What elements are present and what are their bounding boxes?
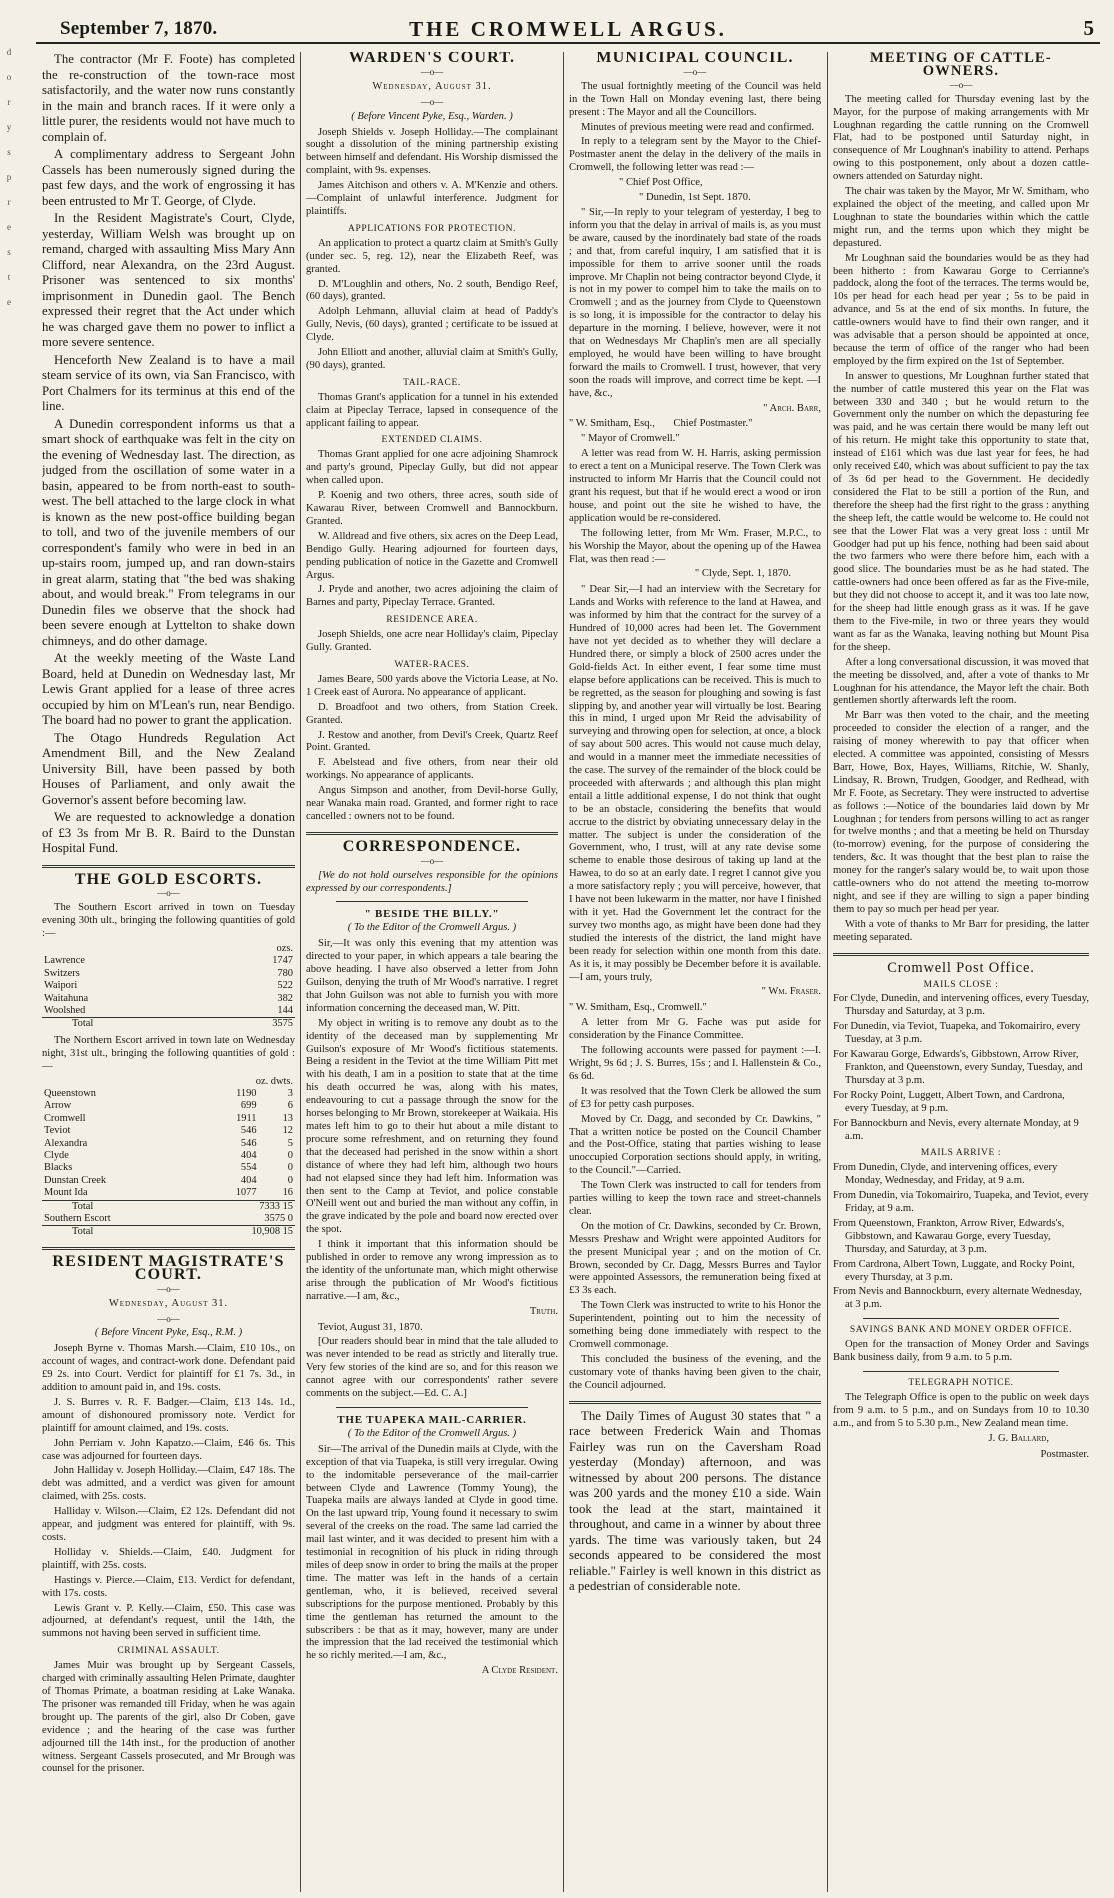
- court-case: J. S. Burres v. R. F. Badger.—Claim, £13 14s. 1d., amount of dishonoured promissory note. Verdict for plaintiff for amount claimed, and 19s. costs.: [42, 1396, 295, 1434]
- report-paragraph: It was resolved that the Town Clerk be allowed the sum of £3 for petty cash purposes.: [569, 1085, 821, 1110]
- letter-title: " BESIDE THE BILLY.": [364, 908, 500, 921]
- subheading: EXTENDED CLAIMS.: [381, 435, 483, 446]
- table-row: Blacks 554 0: [44, 1162, 293, 1174]
- court-case: Joseph Byrne v. Thomas Marsh.—Claim, £10 10s., on account of wages, and contract-work done. Defendant paid £9 2s. into Court. Verdict for plaintiff for £1 7s. 3d., in addition to amount paid in, and 19s. costs.: [42, 1343, 295, 1394]
- mails-close-list: [833, 993, 1089, 1143]
- section-divider: [306, 832, 558, 835]
- letter-paragraph: I think it important that this information should be published in order to remove any wrong impression as to the identity of the unfortunate man, which might otherwise arise through the publication of Mr Wood's fictitious narrative.—I am, &c.,: [306, 1239, 558, 1302]
- letter-signature: Truth.: [529, 1305, 558, 1317]
- wardens-court-presiding: ( Before Vincent Pyke, Esq., Warden. ): [351, 110, 513, 122]
- report-paragraph: The following accounts were passed for payment :—I. Wright, 9s 6d ; J. S. Burres, 15s ; and I. Hallenstein & Co., 6s 6d.: [569, 1045, 821, 1082]
- list-item: From Dunedin, via Tokomairiro, Tuapeka, and Teviot, every Friday, at 9 a.m.: [833, 1190, 1089, 1215]
- southern-escort-intro: The Southern Escort arrived in town on Tuesday evening 30th ult., bringing the following quantities of gold :—: [42, 902, 295, 940]
- table-row: Switzers 780: [44, 967, 293, 979]
- divider: [863, 1371, 1059, 1372]
- table-row: Mount Ida 1077 16: [44, 1187, 293, 1199]
- report-paragraph: This concluded the business of the evening, and the customary vote of thanks having been given to the chair, the Council adjourned.: [569, 1353, 821, 1391]
- section-divider: [569, 1401, 821, 1404]
- court-case: James Muir was brought up by Sergeant Cassels, charged with criminally assaulting Helen Primate, daughter of Thomas Primate, a boatman residing at Lake Wanaka. The prisoner was remanded till Friday, when he was again brought up. The parents of the girl, also Dr Coben, gave evidence ; and the hearing of the case was further adjourned till the 14th inst., for the production of another witness. Sergeant Cassels prosecuted, and Mr Brough was counsel for the prisoner.: [42, 1660, 295, 1775]
- northern-escort-intro: The Northern Escort arrived in town late on Wednesday night, 31st ult., bringing the following quantities of gold :—: [42, 1034, 295, 1072]
- report-paragraph: A letter was read from W. H. Harris, asking permission to erect a tent on a Municipal reserve. The Town Clerk was instructed to inform Mr Harris that the Council could not grant his request, but that if he would erect a wood or iron house, and point out the site he wished to have, the application would be re-considered.: [569, 448, 821, 524]
- southern-escort-table: [42, 943, 295, 1031]
- table-grand-total-row: Total 10,908 15: [42, 1226, 295, 1239]
- court-case: An application to protect a quartz claim at Smith's Gully (under sec. 5, reg. 12), near the Elizabeth Reef, was granted.: [306, 237, 558, 275]
- table-row: Waitahuna 382: [44, 992, 293, 1004]
- news-paragraph-race: The Daily Times of August 30 states that " a race between Frederick Wain and Thomas Fairley was run on the Caversham Road yesterday (Monday) afternoon, and was witnessed by about 200 persons. The distance was 200 yards and the money £10 a side. Wain took the lead at the start, maintained it throughout, and came in a winner by about three yards. The time was variously taken, but 24 seconds appeared to be considered the most reliable." Fairley is well known in this district as a pedestrian of considerable note.: [569, 1408, 821, 1594]
- report-paragraph: In reply to a telegram sent by the Mayor to the Chief-Postmaster anent the delay in the delivery of the mails in Cromwell, the following letter was read :—: [569, 136, 821, 174]
- table-row: Woolshed 144: [44, 1005, 293, 1017]
- divider: [336, 901, 528, 902]
- rm-court-date: Wednesday, August 31.: [108, 1297, 229, 1309]
- court-case: Adolph Lehmann, alluvial claim at head of Paddy's Gully, Nevis, (60 days), granted ; certificate to be issued at Clyde.: [306, 306, 558, 344]
- report-paragraph: The chair was taken by the Mayor, Mr W. Smitham, who explained the object of the meeting, and called upon Mr Loughnan to state the boundaries within which the cattle might run, and the terms upon which they might be depastured.: [833, 186, 1089, 249]
- municipal-council-heading: MUNICIPAL COUNCIL.: [596, 52, 794, 66]
- letter-addressee: " W. Smitham, Esq., Cromwell.": [569, 1002, 707, 1014]
- mails-arrive-list: [833, 1162, 1089, 1312]
- ornament: —o—: [420, 66, 444, 77]
- report-paragraph: With a vote of thanks to Mr Barr for presiding, the latter meeting separated.: [833, 918, 1089, 943]
- court-case: Thomas Grant applied for one acre adjoining Shamrock and party's ground, Pipeclay Gully, but did not appear when called upon.: [306, 449, 558, 487]
- subheading: TELEGRAPH NOTICE.: [908, 1378, 1014, 1388]
- column-rule: [827, 52, 828, 1892]
- letter-heading: " Clyde, Sept. 1, 1870.: [694, 568, 791, 580]
- list-item: From Queenstown, Frankton, Arrow River, Edwards's, Gibbstown, and Kawarau Gorge, every Tuesday, Thursday, and Saturday, at 3 p.m.: [833, 1217, 1065, 1255]
- notice-paragraph: The Telegraph Office is open to the public on week days from 9 a.m. to 5 p.m., and on Sundays from 10 to 10.30 a.m., and from 5 to 5.30 p.m., New Zealand mean time.: [833, 1391, 1089, 1429]
- letter-heading: " Dunedin, 1st Sept. 1870.: [639, 192, 751, 204]
- letter-body: " Dear Sir,—I had an interview with the Secretary for Lands and Works with reference to the land at Hawea, and was informed by him that the contract for the survey of a Hundred of 10,000 acres had been let. The Government have not yet decided as to whether they will declare a Hundred there, or simply a block of 2500 acres under the Gold-fields Act. In either event, I fear some time must elapse before applications can be received. This is much to be regretted, as the season for ploughing and sowing is fast slipping by, and another year will virtually be lost. Bearing this in mind, I urged upon Mr Reid the advisability of surveying and throwing open for selection, at once, a block of say about 500 acres. This would not cause much delay, and would in a manner meet the immediate necessities of the case. The survey of the remainder of the block could be proceeded with afterwards ; and although this plan might entail a little additional expense, I do not think that ought to be an obstacle, considering the benefits that would accrue to the district by obviating unnecessary delay in the matter. The subject is under the consideration of the Government, who, I trust, will at any rate devise some scheme to enable those desirous of taking up land at the Hawea, to do so at an early date. I regret I cannot give you a more satisfactory reply ; you will perceive, however, that I have not been lukewarm in the matter, nor have I finished with it yet. Had the Government let the contract for the survey two months ago, as might have been done had they studied the interests of the district, the land might have been ready for selection within one month from this date. As it is, it may possibly be December before it is available.—I am, yours truly,: [569, 584, 821, 983]
- news-paragraph: The contractor (Mr F. Foote) has completed the re-construction of the town-race most satisfactorily, and the water now runs constantly in the main and branch races. If it were only a little purer, the residents would not have much to complain of.: [42, 52, 295, 144]
- report-paragraph: The following letter, from Mr Wm. Fraser, M.P.C., to his Worship the Mayor, about the opening up of the Hawea Flat, was then read :—: [569, 527, 821, 565]
- wardens-court-heading: WARDEN'S COURT.: [348, 52, 516, 66]
- subheading: TAIL-RACE.: [403, 377, 461, 388]
- criminal-assault-heading: CRIMINAL ASSAULT.: [117, 1646, 220, 1657]
- letter-address: ( To the Editor of the Cromwell Argus. ): [347, 922, 517, 934]
- letter-address: ( To the Editor of the Cromwell Argus. ): [347, 1427, 517, 1439]
- court-case: Angus Simpson and another, from Devil-horse Gully, near Wanaka main road. Granted, and former right to race cancelled : owners not to be found.: [306, 785, 558, 822]
- court-case: Joseph Shields v. Joseph Holliday.—The complainant sought a dissolution of the mining partnership existing between himself and defendant. His Worship dismissed the complaint, with 9s. expenses.: [306, 126, 558, 177]
- subheading: WATER-RACES.: [394, 659, 470, 670]
- report-paragraph: In answer to questions, Mr Loughnan further stated that the number of cattle mustered this year on the Flat was between 330 and 340 ; but he would return to the Government only the number on which the depasturing fee was paid, and he was certain there would be many left out of his return. He might take this opportunity to state that, instead of £161 which was due last year for fees, he had only received £40, which was about sufficient to pay the tax of 3s 6d per head to the Government. He decidedly considered the Flat to be still a portion of the Run, and therefore the sheep had the first right to the grass : anything the sheep left, the cattle would be welcome to. He could not see that the Lower Flat was a very great loss : until Mr Goodger had put up his fence, nothing had been said about the two farmers who were there before him, each with a good slice. The boundaries must be as he had stated. The cattle-owners had once been offered as far as the Five-mile, but they did not choose to accept it, and it was too late now, for the sheep had little enough grass as it was. If he gave them to the Five-mile, in two or three years they would want as far as the Wanaka, leaving nothing but Mount Pisa for the sheep.: [833, 370, 1089, 653]
- letter-title: THE TUAPEKA MAIL-CARRIER.: [337, 1414, 527, 1426]
- court-case: Hastings v. Pierce.—Claim, £13. Verdict for defendant, with 17s. costs.: [42, 1574, 295, 1599]
- letter-signature: " Arch. Barr,: [763, 402, 821, 414]
- unit-label: ozs.: [276, 943, 293, 955]
- list-item: For Kawarau Gorge, Edwards's, Gibbstown, Arrow River, Frankton, and Queenstown, every Sunday, Tuesday, and Thursday at 3 p.m.: [833, 1049, 1083, 1086]
- postmaster-title: Postmaster.: [1040, 1448, 1089, 1460]
- list-item: From Dunedin, Clyde, and intervening offices, every Monday, Wednesday, and Friday, at 9 a.m.: [833, 1162, 1058, 1187]
- section-divider: [833, 953, 1089, 956]
- letter-paragraph: Sir—The arrival of the Dunedin mails at Clyde, with the exception of that via Tuapeka, is still very irregular. Owing to the indomitable perseverance of the mail-carrier between Clyde and Lawrence (Tommy Young), the Tuapeka mails are always landed at Clyde in good time. On the last upward trip, Young found it necessary to swim several of the creeks on the road. The same lad carried the mail last winter, and it was decided to present him with a testimonial in recognition of his pluck in riding through miles of deep snow in order to bring the mails at the proper time. The matter was left in the hands of a certain gentleman, who, it is believed, received several subscriptions for the purpose mentioned. Probably by this time the gentleman has returned the amount to the subscribers : be that as it may, however, many are under the impression that the lad received the testimonial which he so richly merited.—I am, &c.,: [306, 1443, 558, 1662]
- report-paragraph: The Town Clerk was instructed to write to his Honor the Superintendent, pointing out to him the necessity of something being done immediately with respect to the Cromwell commonage.: [569, 1300, 821, 1350]
- column-1: [42, 52, 295, 1892]
- court-case: J. Restow and another, from Devil's Creek, Quartz Reef Point. Granted.: [306, 729, 558, 754]
- column-rule: [300, 52, 301, 1892]
- table-row: Dunstan Creek 404 0: [44, 1174, 293, 1186]
- subheading: MAILS ARRIVE :: [920, 1148, 1002, 1159]
- report-paragraph: The meeting called for Thursday evening last by the Mayor, for the purpose of making arrangements with Mr Loughnan regarding the cattle running on the Cromwell Flat, had to be postponed until Saturday night, in consequence of Mr Loughnan's inability to attend. Perhaps owing to this postponement, only about a dozen cattle-owners attended on Saturday night.: [833, 93, 1089, 183]
- report-paragraph: On the motion of Cr. Dawkins, seconded by Cr. Brown, Messrs Preshaw and Wright were appointed Auditors for the present Municipal year ; and on the motion of Cr. Brown, seconded by Cr. Dagg, Messrs Burres and Taylor were appointed Assessors, the remuneration being fixed at £3 3s each.: [569, 1220, 821, 1297]
- letter-place: Teviot, August 31, 1870.: [318, 1321, 423, 1333]
- adjacent-page-edge: d o r y s p r e s t e: [6, 47, 12, 307]
- table-row: Cromwell 1911 13: [44, 1112, 293, 1124]
- list-item: For Bannockburn and Nevis, every alternate Monday, at 9 a.m.: [833, 1117, 1079, 1142]
- court-case: W. Alldread and five others, six acres on the Deep Lead, Bendigo Gully. Hearing adjourned for fourteen days, pending publication of notice in the Gazette and Cromwell Argus.: [306, 530, 558, 581]
- correspondence-heading: CORRESPONDENCE.: [342, 837, 522, 855]
- ornament: —o—: [157, 888, 180, 899]
- report-paragraph: Moved by Cr. Dagg, and seconded by Cr. Dawkins, " That a written notice be posted on the Council Chamber and the Post-Office, stating that parties wishing to lease unoccupied Corporation sections should apply, in writing, to the Council."—Carried.: [569, 1113, 821, 1177]
- subheading: MAILS CLOSE :: [923, 979, 999, 990]
- report-paragraph: Mr Barr was then voted to the chair, and the meeting proceeded to consider the election of a ranger, and the raising of money wherewith to pay that officer when elected. A committee was appointed, consisting of Messrs Barr, Howe, Box, Hayes, Williams, Ritchie, W. Shanly, Lindsay, R. Brown, Trudgen, Goodger, and Redhead, with Mr F. Foote, as Secretary. They were instructed to advertise as follows :—Notice of the boundaries laid down by Mr Loughnan ; for tenders from persons willing to act as ranger for twelve months ; and that a meeting be held on Thursday (to-morrow) evening, for the purpose of considering the tenders, &c. It was thought that the best plan to raise the money for the ranger's salary would be, to wait upon those cattle-owners who do not attend the meeting to-morrow night, and see if they are willing to sign a paper binding them to pay so much per head per year.: [833, 710, 1089, 915]
- table-row: Lawrence 1747: [44, 955, 293, 967]
- letter-addressee: " W. Smitham, Esq., Chief Postmaster.": [569, 418, 753, 430]
- report-paragraph: Minutes of previous meeting were read and confirmed.: [581, 121, 814, 133]
- table-row: Waipori 522: [44, 980, 293, 992]
- court-case: Halliday v. Wilson.—Claim, £2 12s. Defendant did not appear, and judgment was entered for plaintiff, with 9s. costs.: [42, 1506, 295, 1543]
- report-paragraph: The usual fortnightly meeting of the Council was held in the Town Hall on Monday evening last, there being present : The Mayor and all the Councillors.: [569, 80, 821, 118]
- list-item: For Rocky Point, Luggett, Albert Town, and Cardrona, every Tuesday, at 9 p.m.: [833, 1089, 1065, 1114]
- court-case: J. Pryde and another, two acres adjoining the claim of Barnes and party, Pipeclay Terrace. Granted.: [306, 584, 558, 609]
- gold-escorts-heading: THE GOLD ESCORTS.: [74, 870, 263, 888]
- column-2: [306, 52, 558, 1892]
- news-paragraph: The Otago Hundreds Regulation Act Amendment Bill, and the New Zealand University Bill, have been passed by both Houses of Parliament, and only await the Governor's assent before becoming law.: [42, 730, 295, 807]
- court-case: D. Broadfoot and two others, from Station Creek. Granted.: [306, 701, 558, 726]
- table-row: Alexandra 546 5: [44, 1137, 293, 1149]
- court-case: Joseph Shields, one acre near Holliday's claim, Pipeclay Gully. Granted.: [306, 629, 558, 654]
- table-total-row: Total 3575: [42, 1018, 295, 1031]
- column-3: [569, 52, 821, 1892]
- letter-paragraph: Sir,—It was only this evening that my attention was directed to your paper, in which appears a tale bearing the above heading. I have also observed a letter from John Guilson, denying the truth of Mr Wood's narrative. I regret that John Guilson was not able to furnish you with more information concerning the deceased man, W. Pitt.: [306, 938, 558, 1014]
- section-divider: [42, 865, 295, 868]
- divider: [863, 1318, 1059, 1319]
- court-case: James Aitchison and others v. A. M'Kenzie and others.—Complaint of unlawful interference. Judgment for plaintiffs.: [306, 180, 558, 217]
- wardens-court-date: Wednesday, August 31.: [372, 80, 492, 92]
- court-case: John Perriam v. John Kapatzo.—Claim, £46 6s. This case was adjourned for fourteen days.: [42, 1437, 295, 1462]
- northern-escort-table: [42, 1076, 295, 1239]
- table-row: Arrow 699 6: [44, 1100, 293, 1112]
- letter-signature: A Clyde Resident.: [481, 1665, 558, 1677]
- editorial-note: [We do not hold ourselves responsible for the opinions expressed by our correspondents.]: [306, 869, 558, 894]
- table-total-row: Total 7333 15: [42, 1200, 295, 1213]
- table-row: Southern Escort 3575 0: [44, 1213, 293, 1225]
- subheading: SAVINGS BANK AND MONEY ORDER OFFICE.: [849, 1325, 1073, 1336]
- report-paragraph: A letter from Mr G. Fache was put aside for consideration by the Finance Committee.: [569, 1017, 821, 1042]
- unit-label: oz. dwts.: [255, 1075, 293, 1087]
- issue-date: September 7, 1870.: [60, 18, 218, 39]
- ornament: —o—: [683, 66, 707, 77]
- court-case: James Beare, 500 yards above the Victoria Lease, at No. 1 Creek east of Aurora. No appearance of applicant.: [306, 673, 558, 698]
- court-case: D. M'Loughlin and others, No. 2 south, Bendigo Reef, (60 days), granted.: [306, 278, 558, 303]
- newspaper-title: THE CROMWELL ARGUS.: [409, 17, 727, 41]
- rm-court-presiding: ( Before Vincent Pyke, Esq., R.M. ): [94, 1327, 243, 1339]
- ornament: —o—: [157, 1283, 180, 1294]
- court-case: John Halliday v. Joseph Holliday.—Claim, £47 18s. The debt was admitted, and a verdict was given for amount claimed, with 25s. costs.: [42, 1465, 295, 1503]
- list-item: For Clyde, Dunedin, and intervening offices, every Tuesday, Thursday and Saturday, at 3 p.m.: [833, 993, 1089, 1018]
- column-rule: [563, 52, 564, 1892]
- page-number: 5: [1083, 16, 1094, 40]
- column-4: [833, 52, 1089, 1892]
- letter-paragraph: My object in writing is to remove any doubt as to the identity of the deceased man by supplementing Mr Guilson's exposure of Mr Wood's fictitious statements. Being a resident in the Teviot at the time William Pitt met with his death, I am in a position to state that at the time his death occurred he was, along with his mates, endeavouring to cut a passage through the snow for the horses belonging to Mr Brown, storekeeper at Waikaia. His mates left him to go to their hut about a mile distant to procure some refreshment, and on returning they found that the deceased had perished in the snow within a short distance of where they had left him, although two hours had not elapsed since they had left him. Information was then sent to the Camp at Teviot, and police constable O'Neill went out and buried the man without any coffin, in the grave indicated by the pole and board now erected over the spot.: [306, 1017, 558, 1236]
- notice-paragraph: Open for the transaction of Money Order and Savings Bank business daily, from 9 a.m. to 5 p.m.: [833, 1339, 1089, 1364]
- report-paragraph: After a long conversational discussion, it was moved that the meeting be dissolved, and, after a vote of thanks to Mr Loughnan for his attendance, the Mayor left the chair. Both gentlemen shortly afterwards left the room.: [833, 656, 1089, 707]
- editor-reply: [Our readers should bear in mind that the tale alluded to was never intended to be read as strictly and literally true. Very few stories of the kind are so, and for this reason we cannot agree with our correspondents' rather severe comments on the subject.—Ed. C. A.]: [306, 1336, 558, 1400]
- subheading: RESIDENCE AREA.: [386, 615, 478, 626]
- news-paragraph: In the Resident Magistrate's Court, Clyde, yesterday, William Welsh was brought up on remand, charged with assaulting Miss Mary Ann Clifford, near Alexandra, on the 23rd August. Prisoner was sentenced to six months' imprisonment in Dunedin gaol. The Bench expressed their regret that the Act under which he was charged gave them no power to inflict a more severe sentence.: [42, 211, 295, 349]
- subheading: APPLICATIONS FOR PROTECTION.: [347, 223, 517, 234]
- letter-body: " Sir,—In reply to your telegram of yesterday, I beg to inform you that the delay in arrival of mails is, as you must be aware, caused by the inordinately bad state of the roads ; and that, from careful inquiry, I am satisfied that it is impossible for them to arrive sooner until the roads improve. Mr Chaplin not being contractor beyond Clyde, it is not in my power to compel him to take the mails on to Cromwell ; and as the journey from Clyde to Queenstown is so long, it is impossible for the contractor to delay his departure in the morning. I believe, however, were it not that on Wednesdays Mr Chaplin's men are all specially employed, he would have been willing to have brought forward the mails to Cromwell. I trust, however, that very soon the roads will improve, and correct time be kept. —I have, &c.,: [569, 206, 821, 399]
- news-paragraph: We are requested to acknowledge a donation of £3 3s from Mr B. R. Baird to the Dunstan Hospital Fund.: [42, 810, 295, 855]
- list-item: From Nevis and Bannockburn, every alternate Wednesday, at 3 p.m.: [833, 1286, 1082, 1311]
- letter-addressee: " Mayor of Cromwell.": [581, 433, 680, 445]
- postmaster-signature: J. G. Ballard,: [988, 1432, 1049, 1444]
- court-case: P. Koenig and two others, three acres, south side of Kawarau River, between Cromwell and Bannockburn. Granted.: [306, 490, 558, 527]
- list-item: From Cardrona, Albert Town, Luggate, and Rocky Point, every Thursday, at 3 p.m.: [833, 1258, 1075, 1283]
- news-paragraph: Henceforth New Zealand is to have a mail steam service of its own, via San Francisco, with Port Chalmers for its terminus at this end of the line.: [42, 352, 295, 413]
- court-case: Thomas Grant's application for a tunnel in his extended claim at Pipeclay Terrace, lapsed in consequence of the applicant failing to appear.: [306, 391, 558, 429]
- news-paragraph: A Dunedin correspondent informs us that a smart shock of earthquake was felt in the city on the evening of Wednesday last. The direction, as judged from the oscillation of some water in a basin, appeared to be from north-east to south-west. The bell attached to the large clock in what is known as the new post-office building began to toll, and two of the juvenile members of our correspondent's family who were in bed in an up-stairs room, jumped up, and ran down-stairs in great alarm, stating that "the bed was shaking about, and would break." From telegrams in our Dunedin files we observe that the shock had been severe enough at Lyttelton to shake down chimneys, and do other damage.: [42, 416, 295, 648]
- court-case: Holliday v. Shields.—Claim, £40. Judgment for plaintiff, with 25s. costs.: [42, 1546, 295, 1571]
- court-case: John Elliott and another, alluvial claim at Smith's Gully, (90 days), granted.: [306, 347, 558, 371]
- list-item: For Dunedin, via Teviot, Tuapeka, and Tokomairiro, every Tuesday, at 3 p.m.: [833, 1021, 1081, 1046]
- news-paragraph: At the weekly meeting of the Waste Land Board, held at Dunedin on Wednesday last, Mr Lewis Grant applied for a lease of three acres occupied by him on M'Lean's run, near Bendigo. The board had no power to grant the application.: [42, 651, 295, 727]
- letter-signature: " Wm. Fraser.: [761, 986, 821, 998]
- letter-heading: " Chief Post Office,: [619, 177, 703, 189]
- table-row: Queenstown 1190 3: [44, 1088, 293, 1099]
- ornament: —o—: [420, 96, 444, 107]
- ornament: —o—: [420, 855, 444, 866]
- court-case: F. Abelstead and five others, from near their old workings. No appearance of applicants.: [306, 757, 558, 782]
- cattle-owners-heading: MEETING OF CATTLE-OWNERS.: [870, 52, 1052, 79]
- divider: [336, 1407, 528, 1408]
- news-paragraph: A complimentary address to Sergeant John Cassels has been numerously signed during the past few days, and the work of engrossing it has been entrusted to Mr T. George, of Clyde.: [42, 147, 295, 208]
- post-office-heading: Cromwell Post Office.: [887, 959, 1035, 976]
- ornament: —o—: [949, 79, 973, 90]
- report-paragraph: The Town Clerk was instructed to call for tenders from parties willing to keep the town race and street-channels clear.: [569, 1180, 821, 1217]
- report-paragraph: Mr Loughnan said the boundaries would be as they had been hitherto : from Kawarau Gorge to Cerrianne's paddock, along the foot of the terraces. The terms would be, 10s per head for each head per year ; 5s to be paid in advance, and 5s at the end of six months. In future, the cattle-owners would have to find their own ranger, and it was advisable that a person should be appointed at once, because the term of office of the ranger who had been employed by the firm expired on the 1st of September.: [833, 252, 1089, 367]
- rm-court-heading: RESIDENT MAGISTRATE'S COURT.: [52, 1252, 285, 1283]
- masthead: [36, 16, 1100, 44]
- ornament: —o—: [157, 1313, 180, 1324]
- section-divider: [42, 1247, 295, 1250]
- table-row: Teviot 546 12: [44, 1125, 293, 1137]
- table-row: Clyde 404 0: [44, 1150, 293, 1162]
- court-case: Lewis Grant v. P. Kelly.—Claim, £50. This case was adjourned, at defendant's request, until the 14th, the summons not having been served in sufficient time.: [42, 1602, 295, 1640]
